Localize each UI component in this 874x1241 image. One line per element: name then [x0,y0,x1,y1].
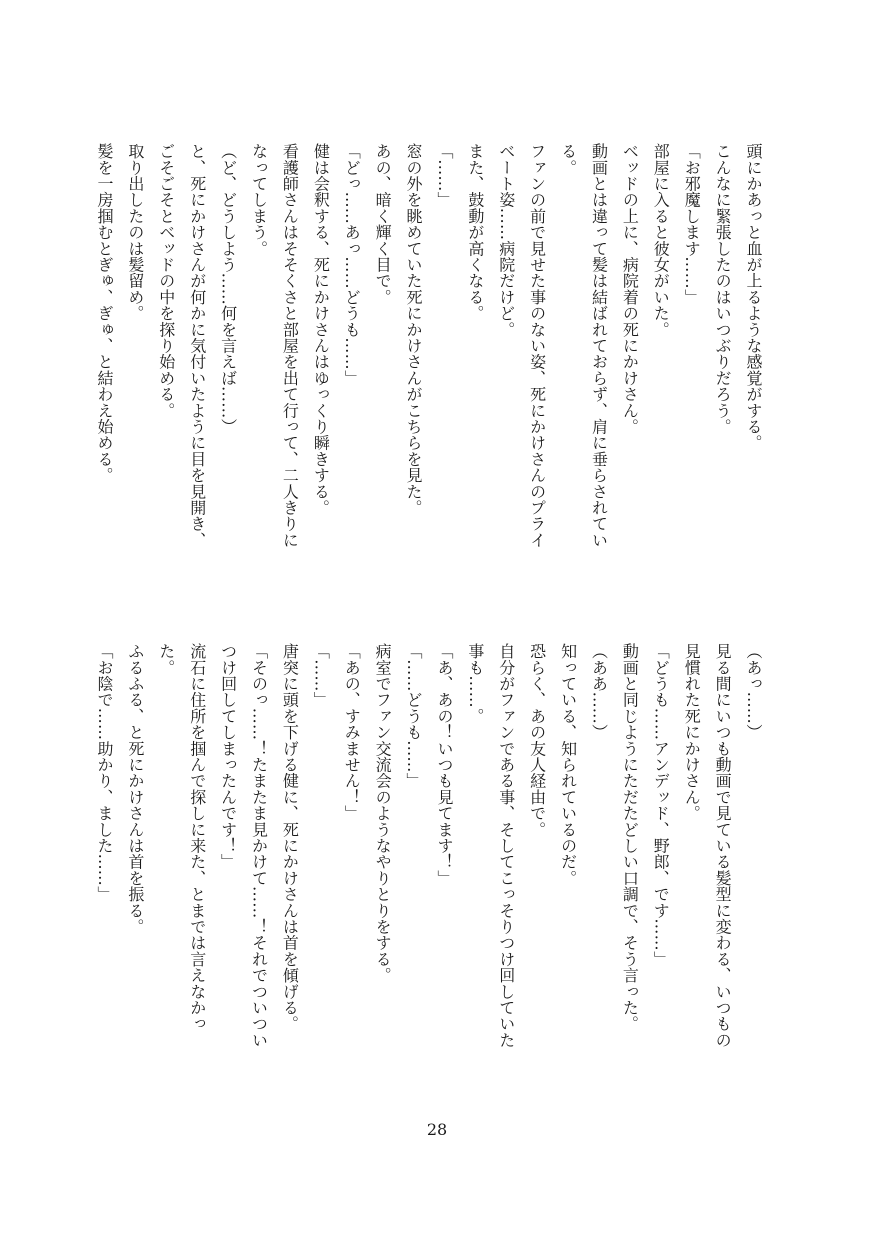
text-line: 「お陰で……助かり、ました……」 [94,643,114,903]
text-line: 頭にかあっと血が上るような感覚がする。 [744,143,763,451]
text-line: 見る間にいつも動画で見ている髪型に変わる、いつもの [713,643,733,1048]
text-line: た。 [156,643,176,676]
text-line: 見慣れた死にかけさん。 [682,643,702,822]
text-line: 動画とは違って髪は結ばれておらず、肩に垂らされてい [589,143,609,548]
text-line: 「お邪魔します……」 [682,143,702,305]
text-line: 恐らく、あの友人経由で。 [527,643,547,838]
text-line: （ああ……） [589,643,609,741]
text-line: （ど、どうしよう……何を言えば……） [218,143,238,435]
lower-text-block [88,643,768,1103]
text-line: 流石に住所を掴んで探しに来た、とまでは言えなかっ [187,643,207,1032]
text-line: ベッドの上に、病院着の死にかけさん。 [620,143,640,435]
text-line: 部屋に入ると彼女がいた。 [651,143,671,338]
text-line: 「あの、すみません！」 [342,643,362,822]
text-line: （あっ……） [744,643,763,741]
text-line: 「どっ……あっ……どうも……」 [342,143,362,386]
text-line: 健は会釈する、死にかけさんはゆっくり瞬きする。 [311,143,331,516]
text-line: つけ回してしまったんです！」 [218,643,238,870]
text-line: 看護師さんはそそくさと部屋を出て行って、二人きりに [280,143,300,548]
text-line: る。 [558,143,578,176]
text-line: ファンの前で見せた事のない姿、死にかけさんのプライ [527,143,547,548]
text-line: 病室でファン交流会のようなやりとりをする。 [373,643,393,984]
text-line: 自分がファンである事、そしてこっそりつけ回していた [496,643,516,1048]
text-line: 取り出したのは髪留め。 [125,143,145,322]
text-line: 髪を一房掴むとぎゅ、ぎゅ、と結わえ始める。 [94,143,114,484]
text-line: 事も……。 [465,643,485,724]
text-line: と、死にかけさんが何かに気付いたように目を見開き、 [187,143,207,548]
text-line: 「どうも……アンデッド、野郎、です……」 [651,643,671,967]
upper-text-block [88,143,768,563]
page-number: 28 [426,1120,448,1139]
text-line: 動画と同じようにただたどしい口調で、そう言った。 [620,643,640,1032]
text-line: ベート姿……病院だけど。 [496,143,516,338]
text-line: 「そのっ……！たまたま見かけて……！それでついつい [249,643,269,1048]
text-line: 「……」 [311,643,331,708]
text-line: 「……」 [434,143,454,208]
text-line: 窓の外を眺めていた死にかけさんがこちらを見た。 [404,143,424,516]
text-line: ごそごそとベッドの中を探り始める。 [156,143,176,419]
text-line: 知っている、知られているのだ。 [558,643,578,886]
text-line: また、鼓動が高くなる。 [465,143,485,322]
text-line: なってしまう。 [249,143,269,257]
text-line: ふるふる、と死にかけさんは首を振る。 [125,643,145,935]
text-line: 「……どうも……」 [404,643,424,789]
text-line: 唐突に頭を下げる健に、死にかけさんは首を傾げる。 [280,643,300,1032]
text-line: こんなに緊張したのはいつぶりだろう。 [713,143,733,435]
text-line: あの、暗く輝く目で。 [373,143,393,305]
text-line: 「あ、あの！いつも見てます！」 [434,643,454,886]
